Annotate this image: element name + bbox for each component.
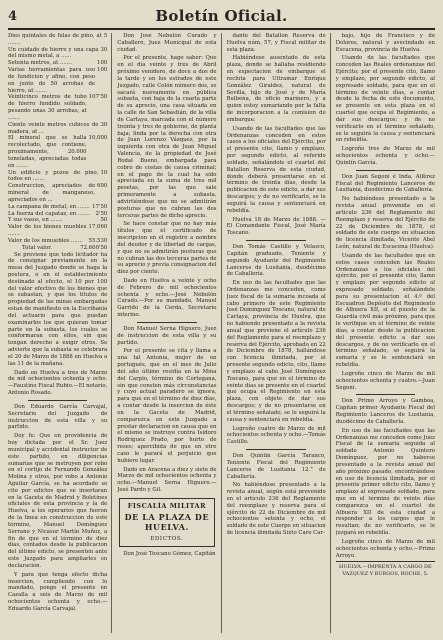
column-1 [8, 33, 112, 633]
paragraph: Don Quintin García Taranco, Teniente Fiscal del Regimiento Lanceros de Lusitania 12.° de Caballería. [226, 453, 326, 480]
paragraph: Usando de las facultades que en estos casos conceden las Reales Ordenanzas a los oficiales del ejército, por el presente cito, llamo y emplazo por segundo edicto al expresado soldado, señalándole para su presentacion el 4.º del Escuadron Depósito del Regimiento de Albuera XII, si el puesto de la Guardia civil más próximo, para que le verifique en el término de veinte días, a contar desde la publicacion del presente edicto a dar sus descargos, y de no verificarlo en el término señalado, se seguirá la sumaria y se le sentenciará en rebeldía. [335, 252, 435, 369]
header-rule [8, 28, 435, 30]
paragraph: Don Juan Segoni é Inda, Alférez Fiscal del Regimiento Lanceros de Lusitania, duodécimo de Caballería. [335, 173, 435, 194]
paragraph: dante del Batallon Reserva de Huelva núm. 57, y Fiscal militar de esta plaza. [226, 33, 326, 53]
paragraph: Don José Toscano Gómez, Capitán [123, 550, 216, 557]
paragraph: Por el presente se cita y llama a una tal Antonia, mujer de un portugués, que en el mes de Julio del año último residía en la Mina del Carpio, término de Cortegana, sin que consten más circunstancias y cuyo actual paradero se ignora, para que en el término de diez días, a contar desde la insercion de éste en la Gaceta de Madrid, comparezca en este Juzgado a prestar declaracion en causa que en el mismo se instruye contra Isidoro Rodríguez Prado, por hurto de reses; apercibida de que en otro caso le parará el perjuicio que hubiere lugar. [117, 348, 217, 464]
asset-list-item: Un edificio y pozos de pino, todos en ....... 10 [8, 169, 108, 183]
separator [356, 170, 416, 171]
paragraph: Por el presente, hago saber: Que en el día veinte y tres de Abril próximo venidero, de doce a dos de la tarde y en los estrados de este Juzgado, calle Colón número dos, se sacará nuevamente en pública subasta, con baja de la cuarta parte de su aprecio, una casa situada en la calle de San Sebastián, de la villa de Cartaya, marcada con el número treinta y tres de gobierno, de planta baja; linda por la derecha con otra de Juan Lorenzo Vázquez, por la izquierda con otra de Juan Miguel Valencia, de la propiedad de José Rodal Bueno, embargada para cobro de costas de causa criminal; en el pago de la cual ha sido apreciada en la suma de tres mil pesetas, por las que sale primeramente a subasta, advirtiéndose que no se admitirán posturas que no cubran las dos terceras partes de dicho aprecio. [117, 55, 217, 219]
paragraph: Y para que tenga efecto dicha insercion, cumpliendo con lo mandado, pongo el presente en Cazalla a seis de Marzo de mil ochocientos ochenta y ocho.—Eduardo García Carvajal. [8, 571, 108, 612]
signature: Logroño cinco de Marzo de mil ochocientos ochenta y ocho.—Primo Arroyo. [335, 538, 435, 559]
asset-list-item: Y sus vasos, en ....... 50 [8, 217, 108, 224]
asset-list-item: Veinticinco metros de tubo de hierro fundido soldado, pesando unas 30 arrobas, at ....... 107'50 [8, 94, 108, 121]
printer-imprint: HUELVA.—IMPRENTA Á CARGO DE VAZQUEZ Y BURGOS, ROCHE, 5. [336, 561, 435, 577]
signature: Logroño tres de Marzo de mil ochocientos ochenta y ocho.—Quintín García. [335, 146, 435, 166]
paragraph: Doy fe: Que en providencia de hoy dictada por el Sr. Juez municipal y accidental instructor de este partido, en diligencias sumarias que se instruyen por robo en el cortijo de Fernando González Molina y otros, por robo a Antonio Aguilar García, se ha acordado se cite por edictos que se insertaran en la Gaceta de Madrid y Boletines oficiales de esta provincia y la de Huelva, a los operarios que fueron de la linea en construccion de este término, Manuel Domínguez Serrano y Nicasor Martín Muñoz, a fin de que en el término de diez días, contados desde la publicacion del último edicto, se presenten ante este Juzgado para ampliarles su declaracion. [8, 433, 108, 569]
asset-list-item: Ciento veinte metros cubicos de madera, at ... 30 [8, 121, 108, 135]
paragraph: Don Manuel Serna Higuero, Juez de instruccion de esta villa y su partido. [117, 325, 217, 346]
column-3 [227, 33, 331, 633]
asset-list-item: Dies quintales de fulas de pino, at ....... 5 [8, 33, 108, 46]
signature: Logroño cinco de Marzo de mil ochocientos ochenta y cuatro.—Juan Segoni. [335, 370, 435, 391]
separator [137, 322, 197, 323]
paragraph: bajo, hijo de Francisco y de Dolores, natural y avecindado en Escacena, provincia de Huelva. [335, 33, 435, 53]
asset-list-item: El mineral que se halla recolectado, que contiene, proximamente, 20.000 toneladas, apreciadas todas en ....... 10,000 [8, 135, 108, 169]
paragraph: Se previene que todo licitador ha de consignar previamente en la mesa del Juzgado donde se haga la postura, o en el establecimiento destinado al efecto, el 10 por 100 del valor efectivo de los bienes que se subastan, y que los titulos de propiedad de las minas embargadas estan de manifiesto en la Escribania del actuario para que puedan examinarlos los que quieran tomar parte en la subasta, los cuales se conformaran con ellos, sin que tengan derecho a exigir otros. Se advierte que la subasta se celebrara el 20 de Marzo de 1888 en Huelva a las 11 de la mañana. [8, 251, 108, 367]
asset-list [8, 33, 107, 224]
paragraph: Don Primo Arroyo y Gamboa, Capitan primer Ayudante Fiscal del Regimiento Lanceros de Lusitania, duodécimo de Caballería. [335, 398, 435, 425]
page-title: Boletín Oficial. [155, 7, 288, 25]
paragraph: No habiéndose presentado a la revista anual prevenida en el artículo 236 del Reglamento del Reemplazo y reserva del Ejército de 22 de Diciembre de 1878, el soldado de este cuerpo en situacion de licencia ilimitada, Vicente Abel León, natural de Escacena (Huelva). [335, 196, 435, 251]
asset-list-item: Setenta metros, at ....... 100 [8, 60, 108, 67]
section-heading-box: FISCALÍA MILITAR DE LA PLAZA DE HUELVA. EDICTOS. [119, 498, 214, 547]
paragraph: Don José Nebulón Curado y Caballero, Juez Municipal de esta ciudad. [117, 33, 217, 53]
separator [246, 449, 306, 450]
separator [246, 240, 306, 241]
paragraph: Don Tomás Castillo y Velasco, Capitán graduado, Teniente y segundo Ayudante del Regimiento Lanceros de Lusitania, duodécimo de Caballería. [226, 244, 326, 278]
column-2 [117, 33, 221, 633]
signature: Dado en Huelva a tres de Marzo de mil ochocientos ochenta y ocho.—Faustino Fiscal Rubio.—El notario, Antonio Rosado. [8, 369, 108, 397]
paragraph: Dado en Aracena a diez y siete de Marzo de mil ochocientos ochenta y ocho.—Manuel Serna Higuero.—José Pardo y Gil. [117, 466, 217, 493]
asset-list-item: Un cuidado de hierro y una capa del mismo metal, a ...... 30 [8, 46, 108, 60]
signature: Huelva 18 de Marzo de 1888. — El Comandante Fiscal, José María Toscano. [226, 216, 326, 237]
paragraph: Dado en Huelva a veinte y ocho de Febrero de mil ochocientos ochenta y ocho.—José Nebulón Curado.—Por su mandado, Manuel Garrido de la Cerda, Secretario interino. [117, 277, 217, 319]
page-number: 4 [8, 8, 18, 24]
page-header [8, 6, 435, 26]
paragraph: No habiéndose presentado a la revista anual, según está prevenido en el artículo 236 del Reglamento del reemplazo y reserva para el ejército de 22 de Diciembre de mil ochocientos setenta y ocho, el soldado de este Cuerpo en situacion de licencia ilimitada Sixto Caro Car- [226, 482, 326, 537]
paragraph: En uso de las facultades que las Ordenanzas me conceden, como Juez fiscal de la sumaria incoada al cabo primero de este Regimiento José Domínguez Toscano, natural de Cartaya, provincia de Huelva, que no habiendo presentado a la revista anual que previene el artículo 236 del Reglamento para el reemplazo y reserva del Ejército, aprobado en 22 de Diciembre de 1878, hallándose con licencia ilimitada, por el presente segundo edicto, cito, llamo y emplazo al cabo José Domínguez Toscano, para que en el término de veinte días se presente en el cuartel que ocupa el Regimiento en esta plaza, con objeto de dar sus descargos; y de no presentarse en el término señalado, se le seguirá la causa y sentenciará en rebeldía. [226, 280, 326, 423]
valuation-summary: Valor de los bienes muebles ....... 17,060 Valor de los inmuebles ....... 55.530 Total valor. 72.600'50 [8, 224, 108, 251]
separator [28, 400, 88, 401]
paragraph: Habiéndose ausentado de esta plaza, donde se hallaba residiendo en expectacion de embarque el recluta para Ultramar Enrique González Giraldez, natural de Sevilla, hijo de José y de María Bulbena, de oficio marinero, y a quien estoy sumariando por la falta de incorporacion a la comision de embarque. [226, 55, 326, 123]
signature: Logroño cuatro de Marzo de mil ochocientos ochenta y ocho.—Tomás Castillo. [226, 425, 326, 446]
asset-list-item: Varias herramientas para uso de fundicion y afino, con peso en junto de 50 arrobas de hierro, at ....... 100 [8, 67, 108, 94]
separator [356, 394, 416, 395]
paragraph: En uso de las facultades que las Ordenanzas me conceden como Juez Fiscal de la sumaria seguida al soldado Antonio Quintero Domínguez, por no haberse presentado a la revista anual del año próximo pasado, encontrándose en uso de licencia ilimitada, por el presente primer edicto cito, llamo y emplazo al expresado soldado, para que en el término de veinte días comparezca en el cuartel de Albuera XII de esta ciudad a responder a los cargos que le resultan; de no verificarlo, se le juzgará en rebeldía. [335, 427, 435, 537]
asset-list-item: La campana de metal, en ....... 17'50 [8, 203, 108, 210]
paragraph: Don Eduardo García Carvajal, Secretario del Juzgado de instruccion de esta villa y su partido. [8, 403, 108, 431]
paragraph: Usando de las facultades que las Ordenanzas conceden en estos casos a los oficiales del Ejército, por el presente cito, llamo y emplazo, por segundo edicto, al referido soldado, señalándole el cuartel del Batallon Reserva de esta ciudad, donde deberá presentarse en el término de treinta días, desde la publicacion de este edicto, a dar sus descargos; y de no verificarlo, se le seguirá la causa y sentenciará en rebeldía. [226, 125, 326, 214]
asset-list-item: La fuerza del capataz, en ....... 2'50 [8, 210, 108, 217]
paragraph: Usando de las facultades que conceden las Reales ordenanzas del Ejército; por el presente cito, llamo y emplazo, por segundo edicto, al expresado soldado, para que en el término de veinte días, a contar desde la fecha de este documento, se presente en esta plaza en el cuartel que ocupa el Regimiento, a dar sus descargos; y de no verificarlo en el término señalado, se le seguirá la causa y sentenciará en rebeldía. [335, 55, 435, 144]
asset-list-item: Construccion, apreciados de mineral de manganeso, apreciados en ... 600 [8, 183, 108, 203]
paragraph: Se hace constar que no hay más títulos que el certificado de inscripcion en el registro a nombre del deudor y de libertad de cargas, y que no se admitirán posturas que no cubran las dos terceras partes de su aprecio y previa consignacion del diez por ciento. [117, 221, 217, 276]
column-4 [336, 33, 435, 633]
